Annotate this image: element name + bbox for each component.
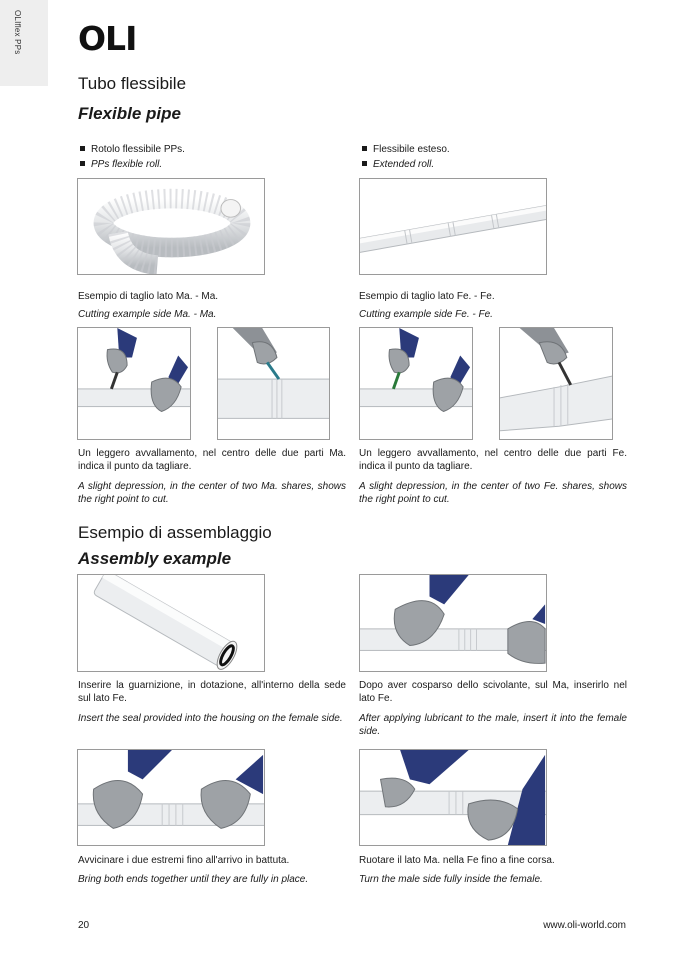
step3-text-en: Bring both ends together until they are fully in place.: [78, 874, 309, 885]
oli-logo: OLI: [78, 19, 137, 58]
footer-url[interactable]: www.oli-world.com: [543, 920, 626, 931]
cut-fe-title-it: Esempio di taglio lato Fe. - Fe.: [359, 291, 495, 302]
page-number: 20: [78, 920, 90, 931]
side-tab-label: OLIflex PPs: [13, 10, 22, 55]
step3-text-it: Avvicinare i due estremi fino all'arrivo in battuta.: [78, 855, 290, 866]
step1-photo: [77, 574, 265, 672]
step2-text-it: Dopo aver cosparso dello scivolante, sul Ma, inserirlo nel lato Fe.: [359, 680, 627, 704]
cut-ma-desc-en: A slight depression, in the center of two Ma. shares, shows the right point to cut.: [78, 481, 346, 505]
cut-fe-desc-en: A slight depression, in the center of two Fe. shares, shows the right point to cut.: [359, 481, 627, 505]
step1-text-it: Inserire la guarnizione, in dotazione, all'interno della sede sul lato Fe.: [78, 680, 346, 704]
extended-label-it: Flessibile esteso.: [362, 143, 450, 156]
roll-label-en: PPs flexible roll.: [80, 158, 162, 171]
bullet-icon: [362, 161, 367, 166]
extended-label-en: Extended roll.: [362, 158, 434, 171]
step2-text-en: After applying lubricant to the male, insert it into the female side.: [359, 713, 627, 737]
step4-photo: [359, 749, 547, 846]
roll-label-it: Rotolo flessibile PPs.: [80, 143, 185, 156]
section-title-it: Tubo flessibile: [78, 74, 187, 93]
step2-photo: [359, 574, 547, 672]
cut-ma-title-it: Esempio di taglio lato Ma. - Ma.: [78, 291, 219, 302]
cut-ma-title-en: Cutting example side Ma. - Ma.: [78, 309, 217, 320]
cut-fe-title-en: Cutting example side Fe. - Fe.: [359, 309, 493, 320]
step3-photo: [77, 749, 265, 846]
cut-ma-desc-it: Un leggero avvallamento, nel centro delle due parti Ma. indica il punto da tagliare.: [78, 448, 346, 472]
cut-ma-photo-1: [77, 327, 191, 440]
bullet-icon: [362, 146, 367, 151]
step4-text-it: Ruotare il lato Ma. nella Fe fino a fine corsa.: [359, 855, 555, 866]
extended-pipe-photo: [359, 178, 547, 275]
flexible-roll-photo: [77, 178, 265, 275]
cut-fe-photo-1: [359, 327, 473, 440]
cut-fe-desc-it: Un leggero avvallamento, nel centro delle due parti Fe. indica il punto da tagliare.: [359, 448, 627, 472]
bullet-icon: [80, 161, 85, 166]
step4-text-en: Turn the male side fully inside the female.: [359, 874, 543, 885]
section-title-en: Flexible pipe: [78, 104, 181, 123]
bullet-icon: [80, 146, 85, 151]
step1-text-en: Insert the seal provided into the housing on the female side.: [78, 713, 343, 724]
cut-fe-photo-2: [499, 327, 613, 440]
assembly-title-it: Esempio di assemblaggio: [78, 523, 272, 542]
cut-ma-photo-2: [217, 327, 330, 440]
side-tab: [0, 0, 48, 86]
assembly-title-en: Assembly example: [78, 549, 232, 568]
